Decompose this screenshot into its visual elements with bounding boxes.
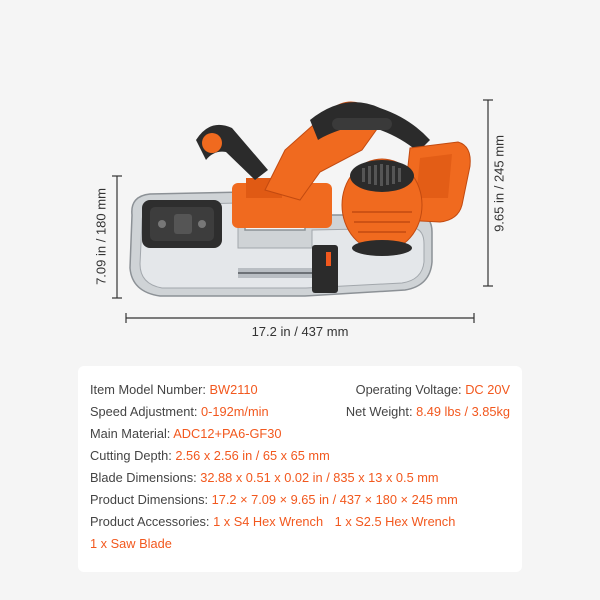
spec-row-cutting-depth [90, 448, 330, 464]
spec-label: Product Accessories: [90, 514, 210, 529]
spec-label: Operating Voltage: [355, 382, 462, 397]
spec-value: 17.2 × 7.09 × 9.65 in / 437 × 180 × 245 mm [211, 492, 458, 507]
spec-card [78, 366, 522, 572]
spec-row-product-accessories [90, 514, 455, 530]
spec-label: Item Model Number: [90, 382, 206, 397]
spec-label: Main Material: [90, 426, 171, 441]
spec-label: Blade Dimensions: [90, 470, 197, 485]
spec-label: Product Dimensions: [90, 492, 209, 507]
width-bottom-label: 17.2 in / 437 mm [251, 324, 349, 339]
spec-row-main-material [90, 426, 281, 442]
saw-body [196, 102, 470, 228]
spec-value: 0-192m/min [201, 404, 269, 419]
spec-row-product-dimensions [90, 492, 458, 508]
spec-value: BW2110 [209, 382, 258, 397]
accessory-item: 1 x Saw Blade [90, 536, 172, 551]
spec-row-net-weight [346, 404, 510, 420]
spec-label: Net Weight: [345, 404, 413, 419]
spec-value: 32.88 x 0.51 x 0.02 in / 835 x 13 x 0.5 mm [200, 470, 439, 485]
spec-label: Speed Adjustment: [90, 404, 198, 419]
accessory-item: 1 x S2.5 Hex Wrench [334, 514, 456, 529]
spec-label: Cutting Depth: [90, 448, 172, 463]
spec-row-operating-voltage [356, 382, 510, 398]
spec-value: ADC12+PA6-GF30 [173, 426, 282, 441]
spec-row-product-accessories-cont [90, 536, 172, 552]
blade-guard [142, 200, 222, 248]
spec-value: DC 20V [465, 382, 510, 397]
spec-row-blade-dimensions [90, 470, 439, 486]
spec-value: 8.49 lbs / 3.85kg [416, 404, 510, 419]
height-right-label: 9.65 in / 245 mm [491, 135, 507, 232]
spec-value: 2.56 x 2.56 in / 65 x 65 mm [175, 448, 330, 463]
height-left-label: 7.09 in / 180 mm [93, 188, 109, 285]
spec-row-item-model [90, 382, 258, 398]
accessory-item: 1 x S4 Hex Wrench [213, 514, 324, 529]
spec-row-speed-adjustment [90, 404, 269, 420]
